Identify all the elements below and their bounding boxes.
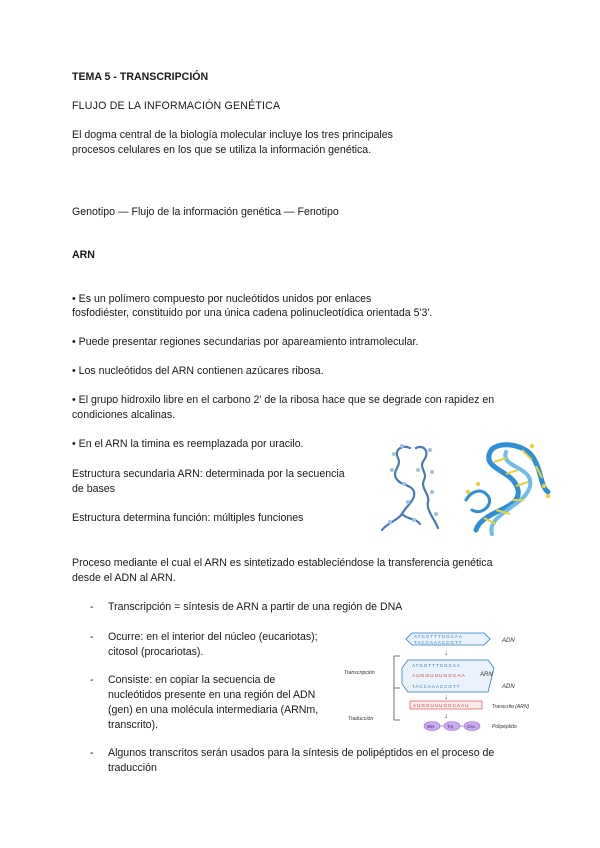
dash-marker: - xyxy=(90,747,94,759)
transcription-diagram xyxy=(340,628,550,740)
rna-sequence: AUGGUUUGGCAA xyxy=(412,674,466,679)
transcript-label: Transcrito (ARN) xyxy=(492,704,530,710)
bullet-4-line-1: • El grupo hidroxilo libre en el carbono 2' de la ribosa hace que se degrade con rapidez en xyxy=(72,394,495,406)
arrow-down-icon: ↓ xyxy=(444,711,448,720)
arrow-down-icon: ↓ xyxy=(444,692,448,701)
flow-line: Genotipo — Flujo de la información genética — Fenotipo xyxy=(72,206,339,218)
section-subheading: FLUJO DE LA INFORMACIÓN GENÉTICA xyxy=(72,100,281,112)
adn-bottom-label: ADN xyxy=(502,684,515,690)
function-line: Estructura determina función: múltiples funciones xyxy=(72,512,304,524)
intro-line-2: procesos celulares en los que se utiliza la información genética. xyxy=(72,144,372,156)
dash-item-4-line-1: Algunos transcritos serán usados para la síntesis de polipéptidos en el proceso de xyxy=(108,747,495,759)
transcript-block xyxy=(410,701,482,709)
arn-label: ARN xyxy=(480,672,493,678)
structure-line-1: Estructura secundaria ARN: determinada por la secuencia xyxy=(72,468,345,480)
dna-middle-sequence: ATGGTTTGGCAA xyxy=(412,663,461,668)
bullet-4-line-2: condiciones alcalinas. xyxy=(72,409,176,421)
arrow-down-icon: ↓ xyxy=(444,648,448,657)
dna-helix-illustration xyxy=(462,440,554,536)
process-line-1: Proceso mediante el cual el ARN es sintetizado estableciéndose la transferencia genética xyxy=(72,557,493,569)
bullet-2: • Puede presentar regiones secundarias por apareamiento intramolecular. xyxy=(72,336,419,348)
polypeptide xyxy=(424,722,480,731)
dna-top-sequence: ATGGTTTGGCAA xyxy=(414,634,463,639)
dna-middle-complement: TACCAAACCGTT xyxy=(412,684,461,689)
arn-heading: ARN xyxy=(72,249,95,261)
dash-marker: - xyxy=(90,631,94,643)
dash-marker: - xyxy=(90,601,94,613)
dash-item-2-line-1: Ocurre: en el interior del núcleo (eucariotas); xyxy=(108,631,318,643)
dna-top-complement: TACCAAACCGTT xyxy=(414,640,463,645)
translation-label: Traducción xyxy=(348,716,374,722)
dash-item-3-line-2: nucleótidos presente en una región del ADN xyxy=(108,689,316,701)
dna-top-block xyxy=(406,633,490,645)
dash-item-1: Transcripción = síntesis de ARN a partir de una región de DNA xyxy=(108,601,403,613)
process-line-2: desde el ADN al ARN. xyxy=(72,572,176,584)
transcription-label: Transcripción xyxy=(344,670,375,676)
dash-marker: - xyxy=(90,674,94,686)
amino-acid-label: Gan xyxy=(467,724,475,729)
amino-acid-label: Trp xyxy=(447,724,454,729)
intro-line-1: El dogma central de la biología molecular incluye los tres principales xyxy=(72,129,393,141)
bullet-3: • Los nucleótidos del ARN contienen azúcares ribosa. xyxy=(72,365,324,377)
structure-line-2: de bases xyxy=(72,483,115,495)
dash-item-2-line-2: citosol (procariotas). xyxy=(108,646,204,658)
dash-item-3-line-1: Consiste: en copiar la secuencia de xyxy=(108,674,276,686)
bullet-1-line-2: fosfodiéster, constituido por una única cadena polinucleotídica orientada 5'3'. xyxy=(72,307,433,319)
adn-top-label: ADN xyxy=(502,638,515,644)
transcript-sequence: AUGGUUUGGCAAU xyxy=(413,703,470,708)
dash-item-3-line-4: transcrito). xyxy=(108,719,159,731)
bullet-1-line-1: • Es un polímero compuesto por nucleótidos unidos por enlaces xyxy=(72,293,372,305)
rna-secondary-structure-illustration xyxy=(372,440,454,536)
dash-item-4-line-2: traducción xyxy=(108,762,157,774)
bullet-5: • En el ARN la timina es reemplazada por uracilo. xyxy=(72,438,304,450)
amino-acid-label: Met xyxy=(427,724,434,729)
page-title: TEMA 5 - TRANSCRIPCIÓN xyxy=(72,71,209,83)
polypeptide-label: Polipéptido xyxy=(492,724,517,730)
dash-item-3-line-3: (gen) en una molécula intermediaria (ARNm, xyxy=(108,704,319,716)
